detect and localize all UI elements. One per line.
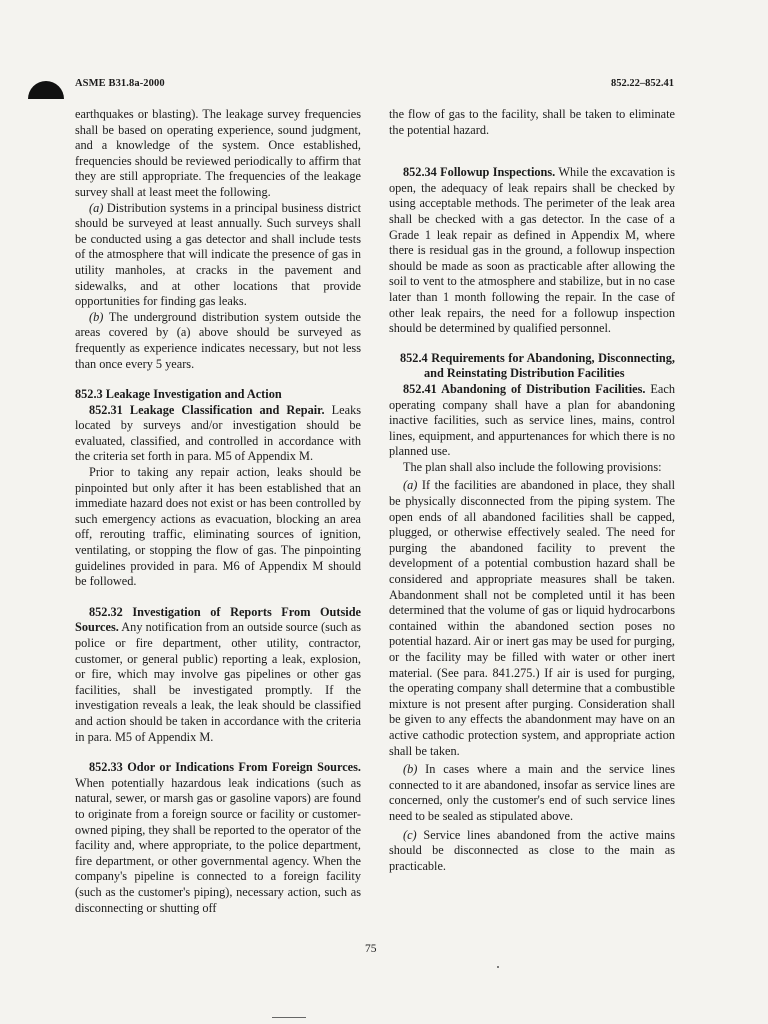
item-label: (b) (89, 309, 104, 324)
paragraph-survey-frequencies (75, 107, 361, 201)
paragraph-text: While the excavation is open, the adequacy of leak repairs shall be checked by using acceptable methods. The perimeter of the leak area shall be checked with a gas detector. In the case of a Grade 1 leak repair as defined in Appendix M, where there is residual gas in the ground, a followup inspection should be made as soon as practicable after allowing the soil to vent to the atmosphere and stabilize, but in no case later than 1 month following the repair. In the case of other leak repairs, the need for a followup inspection should be determined by qualified personnel. (389, 165, 675, 336)
paragraph-text: The plan shall also include the following provisions: (403, 459, 662, 474)
paragraph-text: Each operating company shall have a plan for abandoning inactive facilities, such as service lines, mains, control lines, equipment, and appurtenances for which there is no planned use. (389, 381, 675, 459)
running-header-standard: ASME B31.8a-2000 (75, 78, 165, 89)
subsection-heading: 852.34 Followup Inspections. (403, 165, 556, 180)
paragraph-text: Distribution systems in a principal business district should be surveyed at least annually. Such surveys shall be conducted using a gas detector and shall include tests of the atmosphere that will indicate the presence of gas in utility manholes, at cracks in the pavement and sidewalks, and at other locations that provide opportunities for finding gas leaks. (75, 200, 361, 309)
page-number: 75 (365, 943, 377, 955)
paragraph-item-b (75, 310, 361, 372)
paragraph-provision-c (389, 828, 675, 875)
paragraph-text: the flow of gas to the facility, shall be taken to eliminate the potential hazard. (389, 107, 675, 137)
paragraph-852-34 (389, 165, 675, 337)
paragraph-text: The underground distribution system outside the areas covered by (a) above should be surveyed as frequently as experience indicates necessary, but not less than once every 5 years. (75, 309, 361, 371)
item-label: (b) (403, 762, 418, 777)
right-column (389, 107, 675, 874)
paragraph-852-41 (389, 382, 675, 460)
bottom-rule-divider (272, 1017, 306, 1018)
paragraph-852-32 (75, 605, 361, 745)
paragraph-plan-provisions (389, 460, 675, 476)
paragraph-text: In cases where a main and the service lines connected to it are abandoned, insofar as service lines are concerned, only the customer's end of such service lines need to be sealed as stipulated above. (389, 762, 675, 823)
paragraph-text: When potentially hazardous leak indications (such as natural, sewer, or marsh gas or gasoline vapors) are found to originate from a foreign source or facility or customer-owned piping, they shall be reported to the operator of the facility and, where appropriate, to the police department, fire department, or other governmental agency. When the company's pipeline is connected to a foreign facility (such as the customer's piping), necessary action, such as disconnecting or shutting off (75, 775, 361, 915)
item-label: (a) (403, 478, 418, 493)
margin-change-mark (28, 81, 64, 99)
subsection-heading: 852.32 Investigation of Reports From Outside Sources. (75, 604, 361, 635)
section-heading-852-3: 852.3 Leakage Investigation and Action (75, 387, 282, 402)
paragraph-text: Service lines abandoned from the active mains should be disconnected as close to the main as practicable. (389, 827, 675, 873)
paragraph-continued (389, 107, 675, 138)
subsection-heading: 852.31 Leakage Classification and Repair. (89, 402, 325, 417)
paragraph-text: If the facilities are abandoned in place, they shall be physically disconnected from the piping system. The open ends of all abandoned facilities shall be capped, plugged, or otherwise effectively sealed. The need for purging the abandoned facility to prevent the development of a potential combustion hazard shall be considered and appropriate measures shall be taken. Abandonment shall not be completed until it has been determined that the volume of gas or liquid hydrocarbons contained within the abandoned section poses no potential hazard. Air or inert gas may be used for purging, or the facility may be filled with water or other inert material. (See para. 841.275.) If air is used for purging, the operating company shall determine that a combustible mixture is not present after purging. Consideration shall be given to any effects the abandonment may have on an active cathodic protection system, and appropriate action shall be taken. (389, 478, 675, 758)
paragraph-852-31-pinpointing (75, 465, 361, 590)
paragraph-text: Any notification from an outside source (such as police or fire department, other utility, contractor, customer, or general public) reporting a leak, explosion, or fire, which may involve gas pipelines or other gas facilities, shall be investigated promptly. If the investigation reveals a leak, the leak should be classified and action should be taken in accordance with the criteria in para. M5 of Appendix M. (75, 620, 361, 744)
scan-speck (497, 966, 499, 968)
paragraph-text: Prior to taking any repair action, leaks should be pinpointed but only after it has been established that an immediate hazard does not exist or has been controlled by such emergency actions as evacuation, blocking an area off, rerouting traffic, eliminating sources of ignition, ventilating, or stopping the flow of gas. The pinpointing guidelines provided in para. M6 of Appendix M should be followed. (75, 465, 361, 589)
paragraph-provision-a (389, 478, 675, 759)
left-column (75, 107, 361, 916)
paragraph-provision-b (389, 762, 675, 824)
subsection-heading: 852.41 Abandoning of Distribution Facilities. (403, 381, 646, 396)
section-heading-852-4: 852.4 Requirements for Abandoning, Disconnecting, and Reinstating Distribution Facilities (400, 350, 675, 381)
paragraph-text: Leaks located by surveys and/or investigation should be evaluated, classified, and controlled in accordance with the criteria set forth in para. M5 of Appendix M. (75, 402, 362, 464)
item-label: (a) (89, 200, 104, 215)
paragraph-852-33 (75, 760, 361, 916)
running-header-section-range: 852.22–852.41 (611, 78, 674, 89)
paragraph-item-a (75, 201, 361, 310)
subsection-heading: 852.33 Odor or Indications From Foreign Sources. (89, 760, 361, 775)
paragraph-852-31 (75, 403, 361, 465)
item-label: (c) (403, 827, 417, 842)
paragraph-text: earthquakes or blasting). The leakage survey frequencies shall be based on operating experience, sound judgment, and a knowledge of the system. Once established, frequencies should be reviewed periodically to affirm that they are still appropriate. The frequencies of the leakage survey shall at least meet the following. (75, 107, 361, 199)
